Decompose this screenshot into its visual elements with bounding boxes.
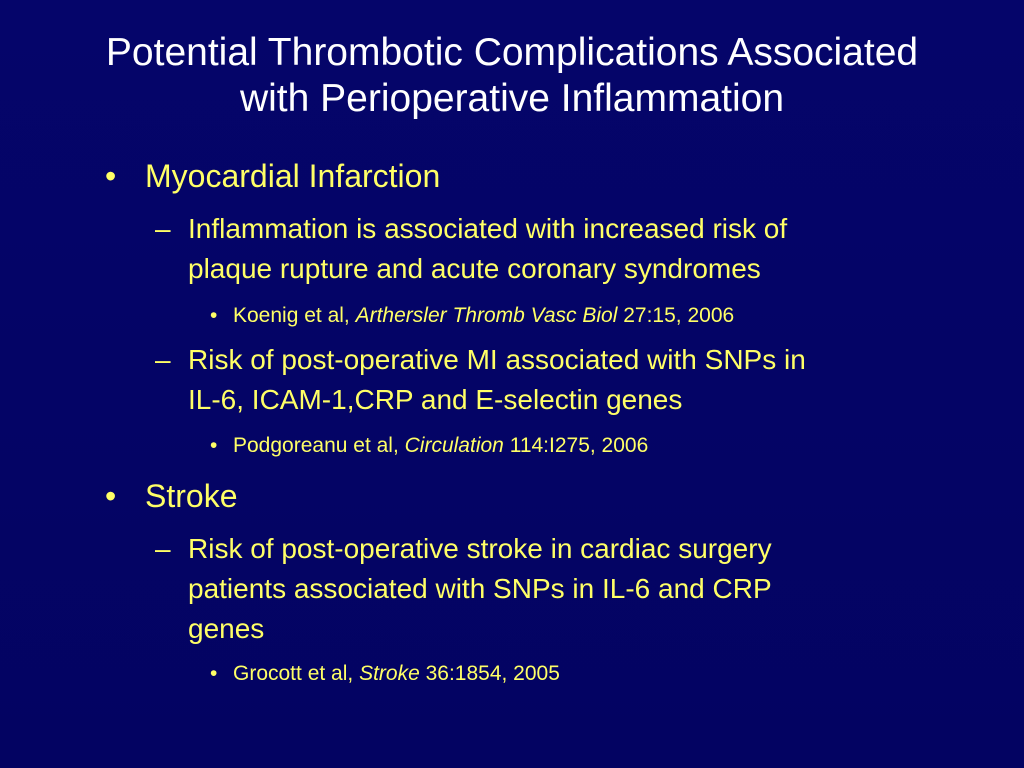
reference-journal: Stroke bbox=[359, 662, 420, 685]
bullet-icon: • bbox=[105, 478, 117, 514]
dash-icon: – bbox=[155, 344, 171, 375]
title-line-1: Potential Thrombotic Complications Associated bbox=[105, 31, 919, 74]
point-mi-1 bbox=[188, 209, 787, 289]
section-heading-stroke: Stroke bbox=[145, 478, 238, 514]
point-mi-2-line-2: IL-6, ICAM-1,CRP and E-selectin genes bbox=[188, 384, 683, 415]
point-mi-1-line-1: Inflammation is associated with increased risk of bbox=[188, 213, 788, 244]
reference-journal: Circulation bbox=[404, 434, 504, 457]
reference-koenig bbox=[233, 303, 734, 329]
reference-author: Koenig et al, bbox=[233, 304, 356, 327]
reference-author: Podgoreanu et al, bbox=[233, 434, 405, 457]
point-stroke-1-line-3: genes bbox=[188, 613, 265, 644]
reference-author: Grocott et al, bbox=[233, 662, 360, 685]
section-heading-mi: Myocardial Infarction bbox=[145, 158, 441, 194]
reference-grocott bbox=[233, 661, 560, 687]
point-stroke-1-line-2: patients associated with SNPs in IL-6 and CRP bbox=[188, 573, 772, 604]
reference-citation: 36:1854, 2005 bbox=[419, 662, 560, 685]
reference-citation: 27:15, 2006 bbox=[617, 304, 735, 327]
bullet-icon: • bbox=[210, 662, 218, 685]
reference-podgoreanu bbox=[233, 433, 648, 459]
point-mi-2 bbox=[188, 340, 806, 420]
dash-icon: – bbox=[155, 533, 171, 564]
bullet-icon: • bbox=[210, 304, 218, 327]
slide-title bbox=[20, 30, 1004, 122]
bullet-icon: • bbox=[210, 434, 218, 457]
point-stroke-1 bbox=[188, 529, 772, 649]
reference-journal: Arthersler Thromb Vasc Biol bbox=[355, 304, 618, 327]
reference-citation: 114:I275, 2006 bbox=[503, 434, 649, 457]
point-stroke-1-line-1: Risk of post-operative stroke in cardiac surgery bbox=[188, 533, 772, 564]
bullet-icon: • bbox=[105, 158, 117, 194]
title-line-2: with Perioperative Inflammation bbox=[239, 77, 785, 120]
dash-icon: – bbox=[155, 213, 171, 244]
point-mi-1-line-2: plaque rupture and acute coronary syndromes bbox=[188, 253, 761, 284]
point-mi-2-line-1: Risk of post-operative MI associated with SNPs in bbox=[188, 344, 806, 375]
